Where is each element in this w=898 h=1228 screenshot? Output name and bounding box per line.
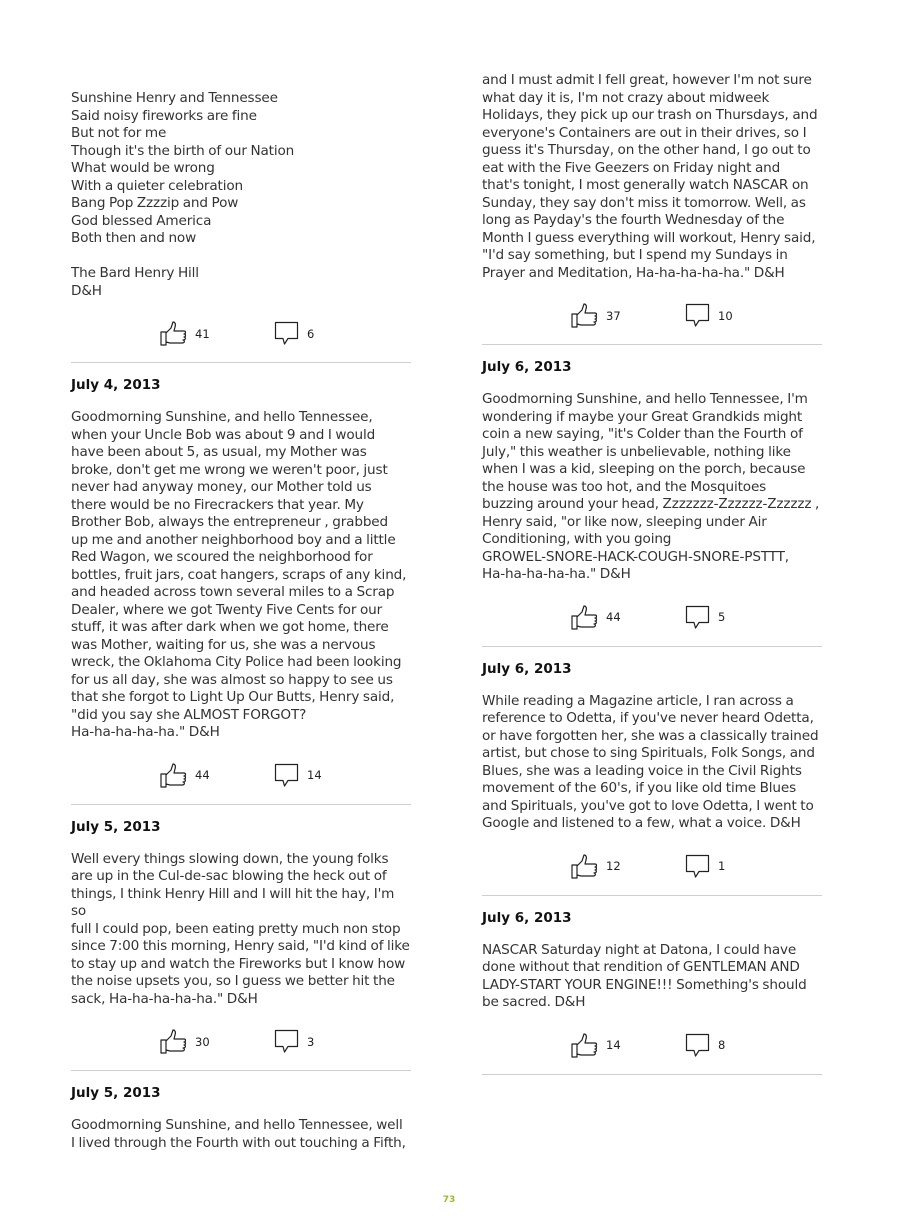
comment-count: 3 [307,1034,315,1049]
page-number: 73 [442,1195,456,1205]
post [482,910,822,1075]
like-button[interactable] [571,303,621,328]
post [482,359,822,647]
post-date: July 5, 2013 [71,1085,161,1101]
thumbs-up-icon [160,763,187,788]
right-column [482,72,822,1075]
comment-icon [685,854,710,879]
like-button[interactable] [160,763,210,788]
comment-button[interactable] [685,605,725,630]
post-text: Sunshine Henry and Tennessee Said noisy fireworks are fine But not for me Though it's the birth of our Nation What would be wrong With a quieter celebration Bang Pop Zzzzip and Pow God blessed America Both then and now The Bard Henry Hill D&H [71,90,295,299]
post-actions [71,317,411,363]
post-date: July 6, 2013 [482,909,572,926]
comment-icon [274,321,299,346]
thumbs-up-icon [571,303,598,328]
comment-icon [685,605,710,630]
comment-icon [274,763,299,788]
thumbs-up-icon [160,1029,187,1054]
like-count: 30 [195,1034,210,1049]
comment-button[interactable] [274,763,322,788]
like-button[interactable] [571,854,621,879]
like-button[interactable] [571,1033,621,1058]
comment-icon [685,1033,710,1058]
post [71,1085,411,1152]
comment-icon [685,303,710,328]
comment-button[interactable] [685,1033,725,1058]
post-text: Goodmorning Sunshine, and hello Tennessee, when your Uncle Bob was about 9 and I would have been about 5, as usual, my Mother was broke, don't get me wrong we weren't poor, just never had anyway money, our Mother told us there would be no Firecrackers that year. My Brother Bob, always the entrepreneur , grabbed up me and another neighborhood boy and a little Red Wagon, we scoured the neighborhood for bottles, fruit jars, coat hangers, scraps of any kind, and headed across town several miles to a Scrap Dealer, where we got Twenty Five Cents for our stuff, it was after dark when we got home, there was Mother, waiting for us, she was a nervous wreck, the Oklahoma City Police had been looking for us all day, she was almost so happy to see us that she forgot to Light Up Our Butts, Henry said, "did you say she ALMOST FORGOT? Ha-ha-ha-ha-ha." D&H [71,409,407,740]
post [482,72,822,345]
like-count: 14 [606,1038,621,1052]
post-actions [482,299,822,345]
post-text: Well every things slowing down, the young folks are up in the Cul-de-sac blowing the heck out of things, I think Henry Hill and I will hit the hay, I'm so full I could pop, been eating pretty much non stop since 7:00 this morning, Henry said, "I'd kind of like to stay up and watch the Fireworks but I know how the noise upsets you, so I guess we better hit the sack, Ha-ha-ha-ha-ha." D&H [71,850,410,1007]
post-date: July 6, 2013 [482,660,572,677]
thumbs-up-icon [571,605,598,630]
like-count: 44 [195,768,210,782]
post-actions [71,1025,411,1071]
comment-count: 6 [307,326,315,341]
post [71,819,411,1072]
post-date: July 4, 2013 [71,377,161,393]
post-text: Goodmorning Sunshine, and hello Tennessee, well I lived through the Fourth with out touching a Fifth, [71,1117,406,1151]
comment-count: 14 [307,768,322,782]
post-date: July 5, 2013 [71,818,161,835]
comment-button[interactable] [685,303,733,328]
like-button[interactable] [571,605,621,630]
like-button[interactable] [160,321,210,346]
comment-button[interactable] [274,321,314,346]
post-actions [482,1029,822,1075]
thumbs-up-icon [571,1033,598,1058]
like-count: 44 [606,610,621,624]
like-button[interactable] [160,1029,210,1054]
post-actions [71,759,411,805]
post [482,661,822,896]
post [71,377,411,805]
post-actions [482,601,822,647]
comment-count: 8 [718,1038,726,1052]
post-text: NASCAR Saturday night at Datona, I could have done without that rendition of GENTLEMAN AND LADY-START YOUR ENGINE!!! Something's should be sacred. D&H [482,941,807,1010]
post [71,72,411,363]
post-text: While reading a Magazine article, I ran across a reference to Odetta, if you've never heard Odetta, or have forgotten her, she was a classically trained artist, but chose to sing Spirituals, Folk Songs, and Blues, she was a leading voice in the Civil Rights movement of the 60's, if you like old time Blues and Spirituals, you've got to love Odetta, I went to Google and listened to a few, what a voice. D&H [482,692,819,831]
thumbs-up-icon [571,854,598,879]
comment-count: 5 [718,610,726,624]
post-text: Goodmorning Sunshine, and hello Tennessee, I'm wondering if maybe your Great Grandkids might coin a new saying, "it's Colder than the Fourth of July," this weather is unbelievable, nothing like when I was a kid, sleeping on the porch, because the house was too hot, and the Mosquitoes buzzing around your head, Zzzzzzz-Zzzzzz-Zzzzzz , Henry said, "or like now, sleeping under Air Conditioning, with you going GROWEL-SNORE-HACK-COUGH-SNORE-PSTTT, Ha-ha-ha-ha-ha." D&H [482,391,820,582]
comment-button[interactable] [685,854,725,879]
post-date: July 6, 2013 [482,359,572,375]
like-count: 37 [606,308,621,323]
thumbs-up-icon [160,321,187,346]
comment-count: 10 [718,308,733,323]
post-text: and I must admit I fell great, however I'm not sure what day it is, I'm not crazy about midweek Holidays, they pick up our trash on Thursdays, and everyone's Containers are out in their drives, so I guess it's Thursday, on the other hand, I go out to eat with the Five Geezers on Friday night and that's tonight, I most generally watch NASCAR on Sunday, they say don't miss it tomorrow. Well, as long as Payday's the fourth Wednesday of the Month I guess everything will workout, Henry said, "I'd say something, but I spend my Sundays in Prayer and Meditation, Ha-ha-ha-ha-ha." D&H [482,72,818,281]
comment-count: 1 [718,859,726,873]
like-count: 41 [195,326,210,341]
comment-button[interactable] [274,1029,314,1054]
comment-icon [274,1029,299,1054]
like-count: 12 [606,859,621,873]
post-actions [482,850,822,896]
left-column [71,72,411,1152]
